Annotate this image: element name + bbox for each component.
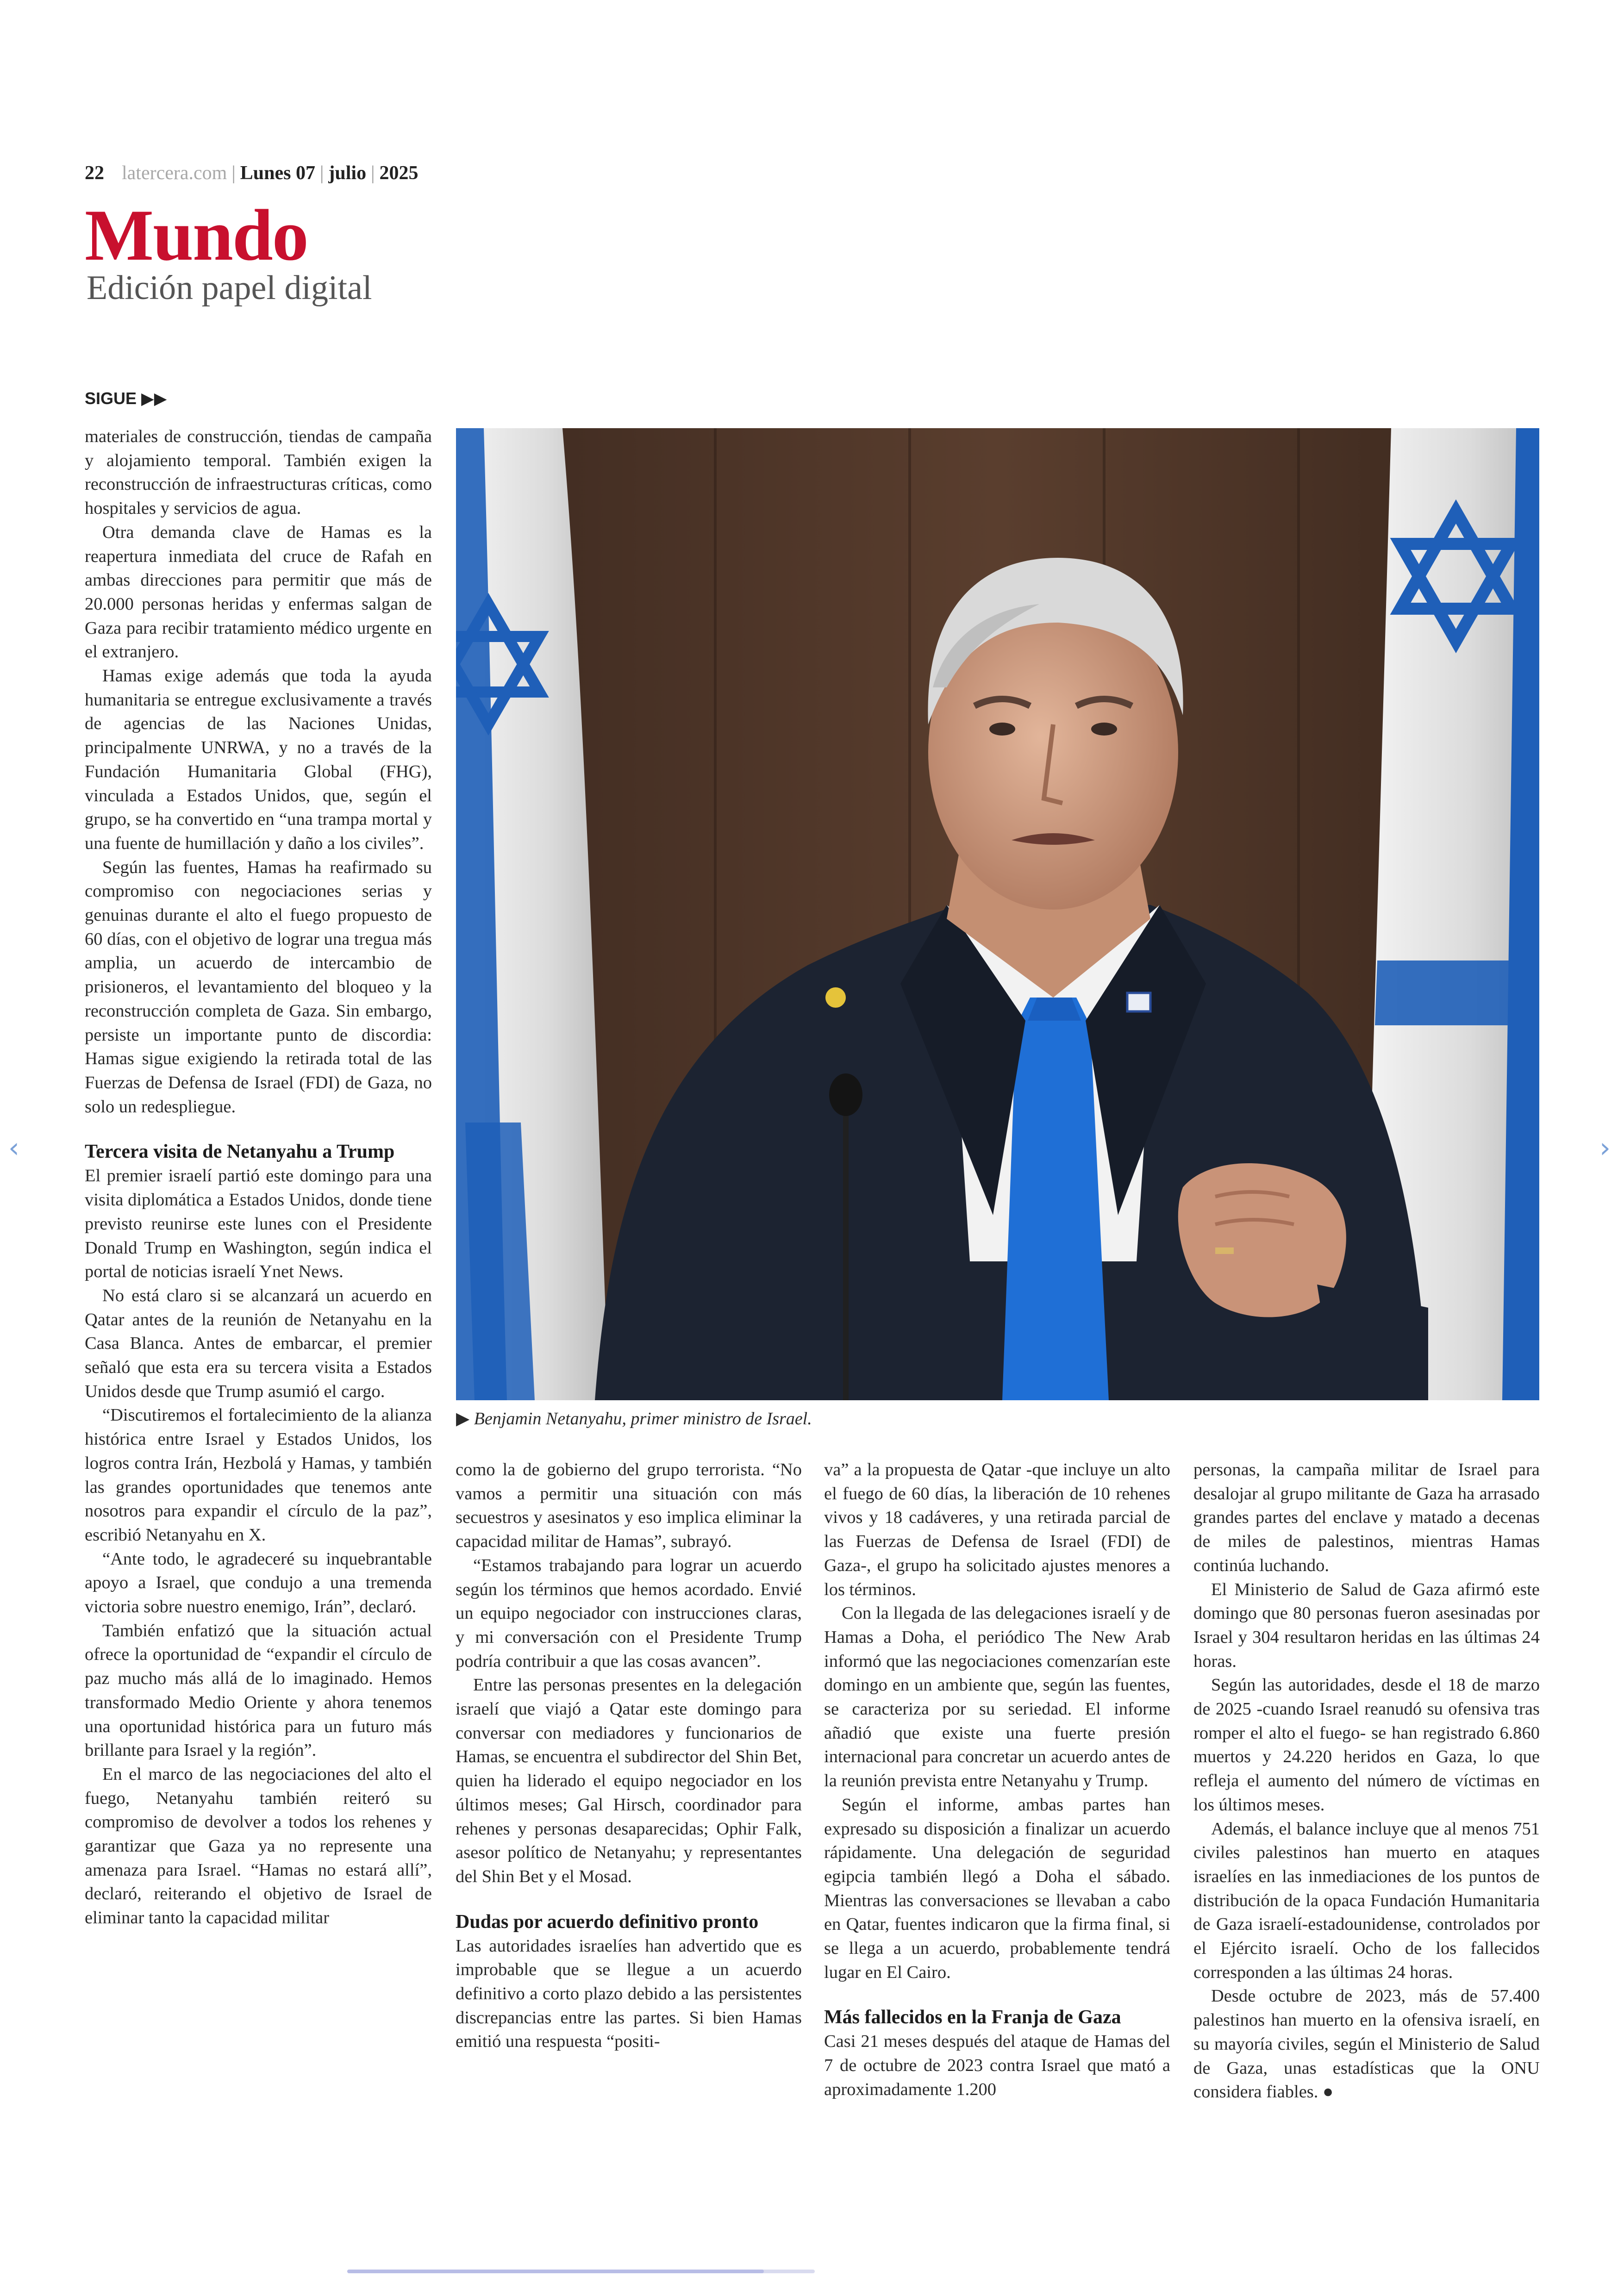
section-title: Mundo — [85, 195, 308, 276]
paragraph: También enfatizó que la situación actual ofrece la oportunidad de “expandir el círculo de paz mucho más allá de lo imaginado. Hemos transformado Medio Oriente y ahora tenemos una oportunidad histórica para un futuro más brillante para Israel y la región”. — [85, 1621, 432, 1760]
site-name: latercera.com — [122, 162, 227, 184]
page-number: 22 — [85, 162, 104, 184]
previous-page-arrow-icon[interactable]: ‹ — [8, 1132, 19, 1164]
photo-caption: ▶ Benjamin Netanyahu, primer ministro de Israel. — [456, 1409, 812, 1428]
paragraph: Casi 21 meses después del ataque de Hamas del 7 de octubre de 2023 contra Israel que mató a aproximadamente 1.200 — [824, 2032, 1170, 2099]
netanyahu-photo-illustration — [456, 428, 1539, 1400]
date-month: julio — [328, 162, 367, 184]
paragraph: “Estamos trabajando para lograr un acuerdo según los términos que hemos acordado. Envié un equipo negociador con instrucciones claras, y mi conversación con el Presidente Trump podría contribuir a que las cosas avancen”. — [456, 1555, 802, 1671]
paragraph: Según las autoridades, desde el 18 de marzo de 2025 -cuando Israel reanudó su ofensiva tras romper el alto el fuego- se han registrado 6.860 muertos y 24.220 heridos en Gaza, lo que refleja el aumento del número de víctimas en los últimos meses. — [1193, 1675, 1540, 1815]
section-subtitle: Edición papel digital — [87, 269, 372, 307]
article-photo — [456, 428, 1539, 1400]
next-page-arrow-icon[interactable]: › — [1599, 1132, 1611, 1164]
paragraph: Además, el balance incluye que al menos 751 civiles palestinos han muerto en ataques israelíes en las inmediaciones de los puntos de distribución de la opaca Fundación Humanitaria de Gaza israelí-estadounidense, controlados por el Ejército israelí. Ocho de los fallecidos corresponden a las últimas 24 horas. — [1193, 1819, 1540, 1982]
paragraph: va” a la propuesta de Qatar -que incluye un alto el fuego de 60 días, la liberación de 10 rehenes vivos y 18 cadáveres, y una retirada parcial de las Fuerzas de Defensa de Israel (FDI) de Gaza-, el grupo ha solicitado ajustes menores a los términos. — [824, 1460, 1170, 1599]
paragraph: No está claro si se alcanzará un acuerdo en Qatar antes de la reunión de Netanyahu en la Casa Blanca. Antes de embarcar, el premier señaló que esta era su tercera visita a Estados Unidos desde que Trump asumió el cargo. — [85, 1285, 432, 1401]
masthead: 22 latercera.com | Lunes 07 | julio | 2025 — [85, 162, 418, 184]
date-day: Lunes 07 — [240, 162, 315, 184]
paragraph: Con la llegada de las delegaciones israelí y de Hamas a Doha, el periódico The New Arab informó que las negociaciones comenzarían este domingo en un ambiente que, según las fuentes, se caracteriza por su seriedad. El informe añadió que existe una fuerte presión internacional para concretar un acuerdo antes de la reunión prevista entre Netanyahu y Trump. — [824, 1603, 1170, 1791]
continue-label: SIGUE ▶▶ — [85, 389, 167, 408]
final-paragraph-text: Desde octubre de 2023, más de 57.400 palestinos han muerto en la ofensiva israelí, en su mayoría civiles, según el Ministerio de Salud de Gaza, unas estadísticas que la ONU considera fiables. — [1193, 1986, 1540, 2102]
paragraph — [1193, 1984, 1540, 2104]
article-column-4 — [1193, 1458, 1540, 2104]
paragraph: Entre las personas presentes en la delegación israelí que viajó a Qatar este domingo para conversar con mediadores y funcionarios de Hamas, se encuentra el subdirector del Shin Bet, quien ha liderado el equipo negociador en los últimos meses; Gal Hirsch, coordinador para rehenes y personas desaparecidas; Ophir Falk, asesor político de Netanyahu; y representantes del Shin Bet y el Mosad. — [456, 1675, 802, 1886]
paragraph: Según el informe, ambas partes han expresado su disposición a finalizar un acuerdo rápidamente. Una delegación de seguridad egipcia también llegó a Doha el sábado. Mientras las conversaciones se llevaban a cabo en Qatar, fuentes indicaron que la firma final, si se llega a un acuerdo, probablemente tendrá lugar en El Cairo. — [824, 1795, 1170, 1982]
paragraph: El Ministerio de Salud de Gaza afirmó este domingo que 80 personas fueron asesinadas por Israel y 304 resultaron heridas en las últimas 24 horas. — [1193, 1579, 1540, 1671]
paragraph: “Discutiremos el fortalecimiento de la alianza histórica entre Israel y Estados Unidos, los logros contra Irán, Hezbolá y Hamas, y también las grandes oportunidades que tenemos ante nosotros para expandir el círculo de la paz”, escribió Netanyahu en X. — [85, 1405, 432, 1545]
date-year: 2025 — [379, 162, 418, 184]
paragraph: “Ante todo, le agradeceré su inquebrantable apoyo a Israel, que condujo a una tremenda victoria sobre nuestro enemigo, Irán”, declaró. — [85, 1549, 432, 1617]
subheading: Tercera visita de Netanyahu a Trump — [85, 1141, 395, 1163]
paragraph: personas, la campaña militar de Israel para desalojar al grupo militante de Gaza ha arrasado grandes partes del enclave y matado a decenas de miles de palestinos, mientras Hamas continúa luchando. — [1193, 1460, 1540, 1575]
paragraph: En el marco de las negociaciones del alto el fuego, Netanyahu también reiteró su compromiso de devolver a todos los rehenes y garantizar que Gaza ya no represente una amenaza para Israel. “Hamas no estará allí”, declaró, reiterando el objetivo de Israel de eliminar tanto la capacidad militar — [85, 1764, 432, 1928]
end-mark-icon: ● — [1318, 2082, 1334, 2102]
paragraph: materiales de construcción, tiendas de campaña y alojamiento temporal. También exigen la reconstrucción de infraestructuras críticas, como hospitales y servicios de agua. — [85, 427, 432, 518]
paragraph: Hamas exige además que toda la ayuda humanitaria se entregue exclusivamente a través de agencias de las Naciones Unidas, principalmente UNRWA, y no a través de la Fundación Humanitaria Global (FHG), vinculada a Estados Unidos, que, según el grupo, se ha convertido en “una trampa mortal y una fuente de humillación y daño a los civiles”. — [85, 666, 432, 853]
subheading: Más fallecidos en la Franja de Gaza — [824, 2007, 1121, 2028]
page-scrollbar-thumb[interactable] — [347, 2270, 764, 2273]
paragraph: Otra demanda clave de Hamas es la reapertura inmediata del cruce de Rafah en ambas direcciones para permitir que más de 20.000 personas heridas y enfermas salgan de Gaza para recibir tratamiento médico urgente en el extranjero. — [85, 522, 432, 662]
paragraph: El premier israelí partió este domingo para una visita diplomática a Estados Unidos, donde tiene previsto reunirse este lunes con el Presidente Donald Trump en Washington, según indica el portal de noticias israelí Ynet News. — [85, 1166, 432, 1282]
paragraph: como la de gobierno del grupo terrorista. “No vamos a permitir una situación con más secuestros y asesinatos y eso implica eliminar la capacidad militar de Hamas”, subrayó. — [456, 1460, 802, 1552]
subheading: Dudas por acuerdo definitivo pronto — [456, 1911, 759, 1933]
paragraph: Según las fuentes, Hamas ha reafirmado su compromiso con negociaciones serias y genuinas durante el alto el fuego propuesto de 60 días, con el objetivo de lograr una tregua más amplia, un acuerdo de intercambio de prisioneros, el levantamiento del bloqueo y la reconstrucción completa de Gaza. Sin embargo, persiste un importante punto de discordia: Hamas sigue exigiendo la retirada total de las Fuerzas de Defensa de Israel (FDI) de Gaza, no solo un redespliegue. — [85, 857, 432, 1116]
article-column-2 — [456, 1458, 802, 2054]
article-column-1 — [85, 425, 432, 1930]
paragraph: Las autoridades israelíes han advertido que es improbable que se llegue a un acuerdo definitivo a corto plazo debido a las persistentes discrepancias entre las partes. Si bien Hamas emitió una respuesta “positi- — [456, 1936, 802, 2052]
article-column-3 — [824, 1458, 1170, 2102]
